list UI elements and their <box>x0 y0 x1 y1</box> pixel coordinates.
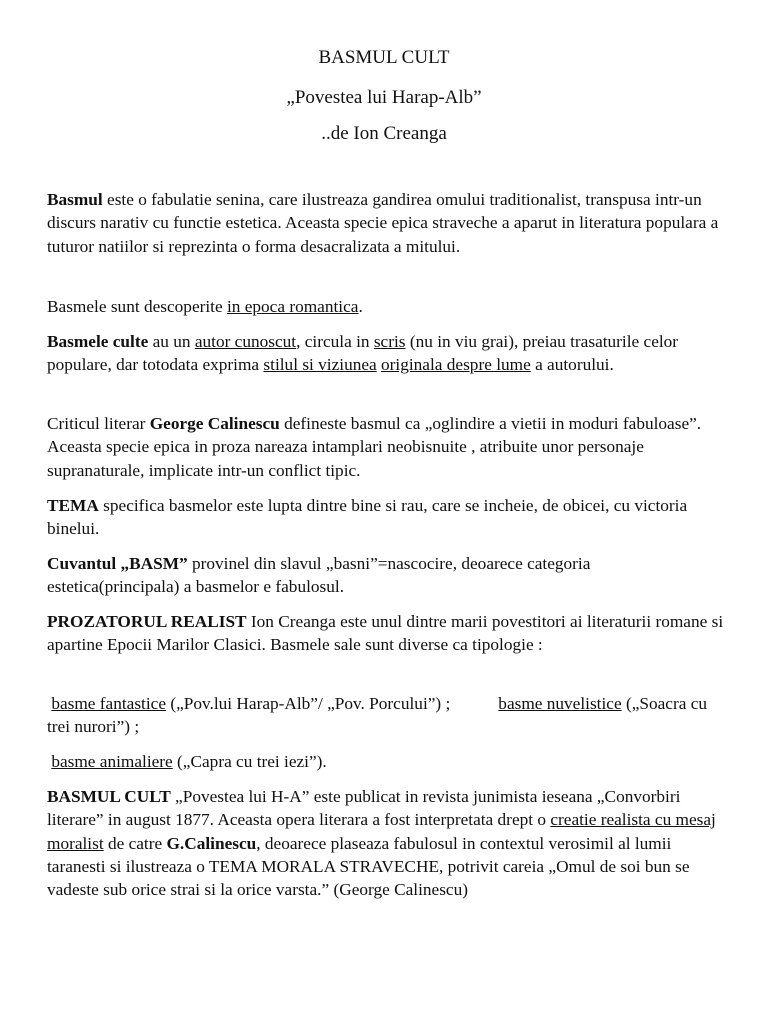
document-title: BASMUL CULT <box>318 47 450 68</box>
bold-term: Cuvantul „BASM” <box>47 554 188 573</box>
paragraph-text: (nu in viu grai), preiau trasaturile celor populare, dar totodata exprima <box>47 332 679 375</box>
paragraph-text: de catre <box>103 833 167 853</box>
underlined-term: basme nuvelistice <box>498 694 622 713</box>
underlined-term: in epoca romantica <box>226 297 359 316</box>
underlined-term: autor cunoscut <box>194 332 297 351</box>
paragraph-romantic-epoch <box>47 295 727 318</box>
document-subtitle: „Povestea lui Harap-Alb” <box>286 87 482 108</box>
underlined-term: basme animaliere <box>51 752 173 771</box>
bold-term: George Calinescu <box>149 414 280 433</box>
paragraph-text: Criticul literar <box>47 414 150 433</box>
underlined-term: creatie realista cu mesaj moralist <box>47 810 716 853</box>
paragraph-text: defineste basmul ca „oglindire a vietii in moduri fabuloase”. Aceasta specie epica in proza nareaza intamplari neobisnuite , atribuite unor personaje supranaturale, implicate intr-un conflict tipic. <box>47 414 702 480</box>
underlined-term: originala despre lume <box>381 355 531 375</box>
bold-term: TEMA <box>47 496 99 515</box>
paragraph-basmul-definition <box>47 188 727 258</box>
paragraph-text: specifica basmelor este lupta dintre bine si rau, care se incheie, de obicei, cu victoria binelui. <box>47 496 688 539</box>
document-author: ..de Ion Creanga <box>321 123 447 144</box>
paragraph-text: Ion Creanga este unul dintre marii povestitori ai literaturii romane si apartine Epocii Marilor Clasici. Basmele sale sunt diverse ca tipologie : <box>47 612 724 655</box>
paragraph-text: . <box>358 297 363 316</box>
bold-term: PROZATORUL REALIST <box>47 612 247 631</box>
paragraph-text: („Pov.lui Harap-Alb”/ „Pov. Porcului”) ; <box>166 694 451 713</box>
paragraph-tipologie-list <box>47 692 727 739</box>
bold-term: BASMUL CULT <box>47 787 171 806</box>
paragraph-text: provinel din slavul „basni”=nascocire, deoarece categoria estetica(principala) a basmelor e fabulosul. <box>47 554 591 597</box>
paragraph-tema <box>47 494 727 541</box>
paragraph-cuvantul-basm <box>47 552 727 599</box>
paragraph-text: („Capra cu trei iezi”). <box>172 752 327 771</box>
paragraph-text: Basmele sunt descoperite <box>47 297 227 316</box>
underlined-term: basme fantastice <box>51 694 167 713</box>
underlined-term: scris <box>373 332 406 351</box>
paragraph-text: „Povestea lui H-A” este publicat in revista junimista ieseana „Convorbiri literare” in august 1877. Aceasta opera literara a fost interpretata drept o <box>47 787 681 830</box>
paragraph-text: a autorului. <box>530 355 614 375</box>
paragraph-prozatorul-realist <box>47 610 727 657</box>
paragraph-text: este o fabulatie senina, care ilustreaza gandirea omului traditionalist, transpusa intr-un discurs narativ cu functie estetica. Aceasta specie epica straveche a aparut in literatura populara a tuturor natiilor si reprezinta o forma desacralizata a mitului. <box>47 190 719 256</box>
bold-term: G.Calinescu <box>166 833 257 853</box>
paragraph-basmele-culte <box>47 330 727 377</box>
paragraph-basmul-cult <box>47 785 727 901</box>
paragraph-text: , circula in <box>296 332 374 351</box>
paragraph-text: („Soacra cu trei nurori”) ; <box>47 694 708 737</box>
bold-term: Basmele culte <box>47 332 149 351</box>
paragraph-text: , deoarece plaseaza fabulosul in contextul verosimil al lumii taranesti si ilustreaza o TEMA MORALA STRAVECHE, potrivit careia „Omul de soi bun se vadeste sub orice strai si la orice varsta.” (George Calinescu) <box>47 833 690 900</box>
paragraph-calinescu-definition <box>47 412 727 482</box>
underlined-term: stilul si viziunea <box>263 355 377 375</box>
paragraph-basme-animaliere <box>47 750 727 773</box>
paragraph-text: au un <box>148 332 195 351</box>
bold-term: Basmul <box>47 190 103 209</box>
